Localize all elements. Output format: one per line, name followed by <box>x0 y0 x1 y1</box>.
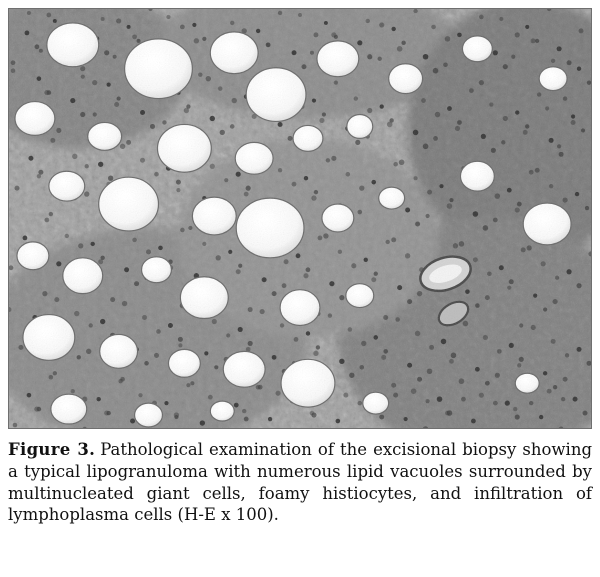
figure-caption-text: Pathological examination of the excisional biopsy showing a typical lipogranuloma with numerous lipid vacuoles surrounded by multinucleated giant cells, foamy histiocytes, and infiltration of lymphoplasma cells (H-E x 100). <box>8 440 593 525</box>
figure-caption <box>8 429 592 526</box>
figure-image <box>8 8 592 429</box>
histology-micrograph <box>9 9 591 428</box>
figure-label: Figure 3. <box>8 440 96 459</box>
